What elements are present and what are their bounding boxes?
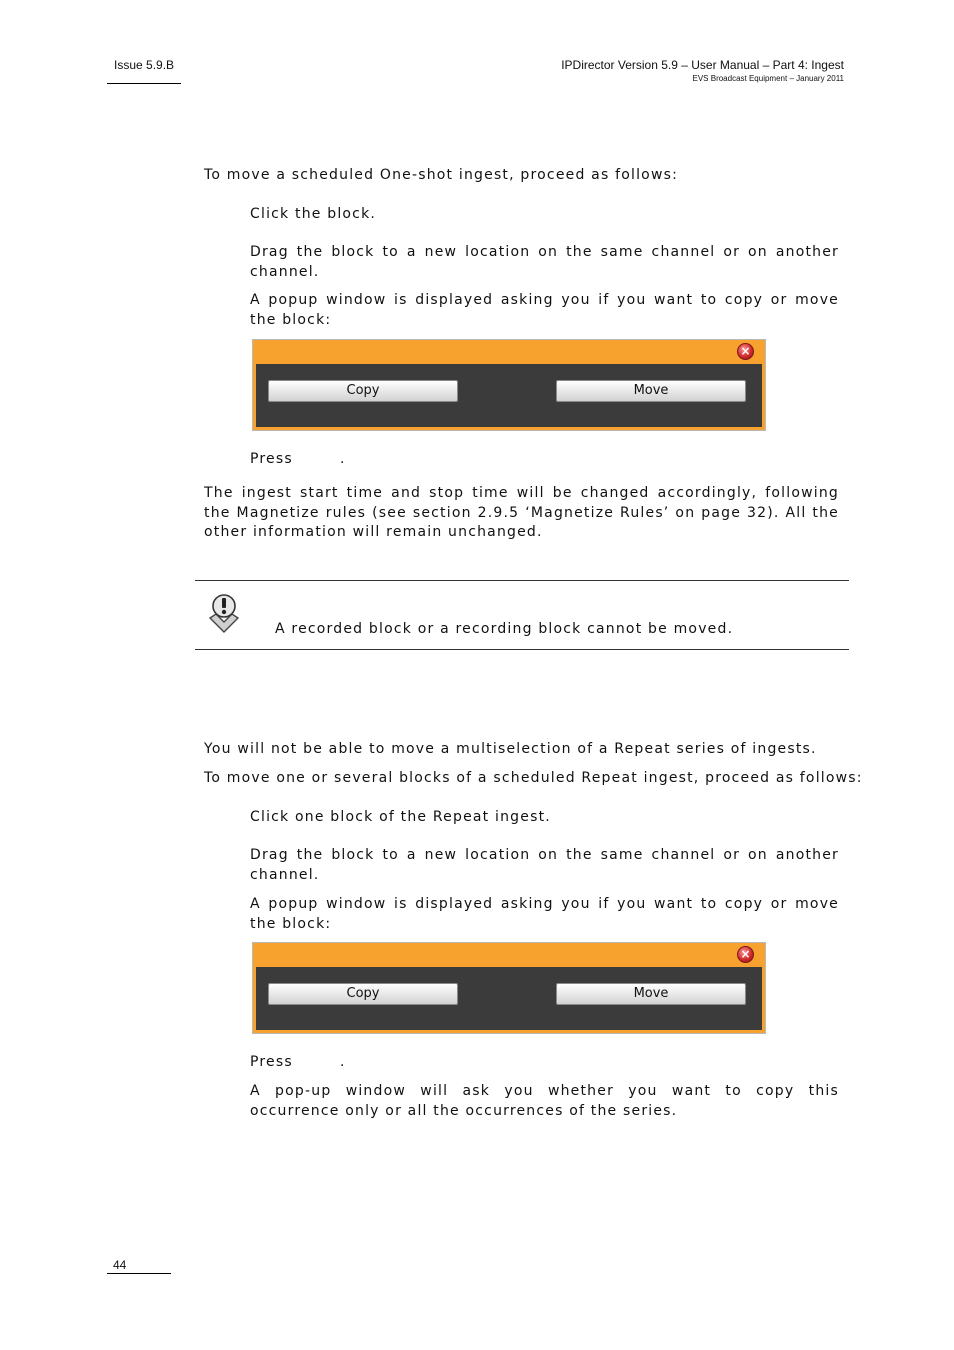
section1-result: The ingest start time and stop time will be changed accordingly, following the Magnetize rules (see section 2.9.5 ‘Magnetize Rules’ on page 32). All the other information will remain unchanged. [204,485,839,541]
section1-step1: Click the block. [250,206,377,222]
close-icon[interactable]: × [737,946,754,963]
popup-body [256,967,762,1030]
page-number: 44 [113,1258,127,1272]
section2-step3: A popup window is displayed asking you if you want to copy or move the block: [250,896,839,932]
close-icon[interactable]: × [737,343,754,360]
footer-rule [107,1273,171,1274]
note-text: A recorded block or a recording block cannot be moved. [275,621,734,637]
note-top-rule [195,580,849,581]
header-title: IPDirector Version 5.9 – User Manual – Part 4: Ingest [561,58,844,72]
section1-intro: To move a scheduled One-shot ingest, proceed as follows: [204,167,679,183]
note-bottom-rule [195,649,849,650]
move-button[interactable]: Move [556,380,746,402]
section2-step1: Click one block of the Repeat ingest. [250,809,551,825]
section1-press-end: . [340,451,346,467]
move-button[interactable]: Move [556,983,746,1005]
copy-button[interactable]: Copy [268,380,458,402]
copy-move-popup [252,339,766,431]
note-exclamation-icon [206,592,242,634]
copy-move-popup-repeat [252,942,766,1034]
header-subtitle: EVS Broadcast Equipment – January 2011 [692,74,844,83]
section2-press: Press [250,1054,293,1070]
section1-step2: Drag the block to a new location on the same channel or on another channel. [250,244,839,280]
section2-warning: You will not be able to move a multiselection of a Repeat series of ingests. [204,741,817,757]
popup-body [256,364,762,427]
section2-press-end: . [340,1054,346,1070]
header-issue: Issue 5.9.B [114,58,175,72]
section2-step2: Drag the block to a new location on the same channel or on another channel. [250,847,839,883]
copy-button[interactable]: Copy [268,983,458,1005]
section2-intro: To move one or several blocks of a scheduled Repeat ingest, proceed as follows: [204,770,863,786]
section1-press: Press [250,451,293,467]
section1-step3: A popup window is displayed asking you if you want to copy or move the block: [250,292,839,328]
header-left-rule [107,83,181,84]
section2-step5: A pop-up window will ask you whether you want to copy this occurrence only or all the occurrences of the series. [250,1083,839,1119]
